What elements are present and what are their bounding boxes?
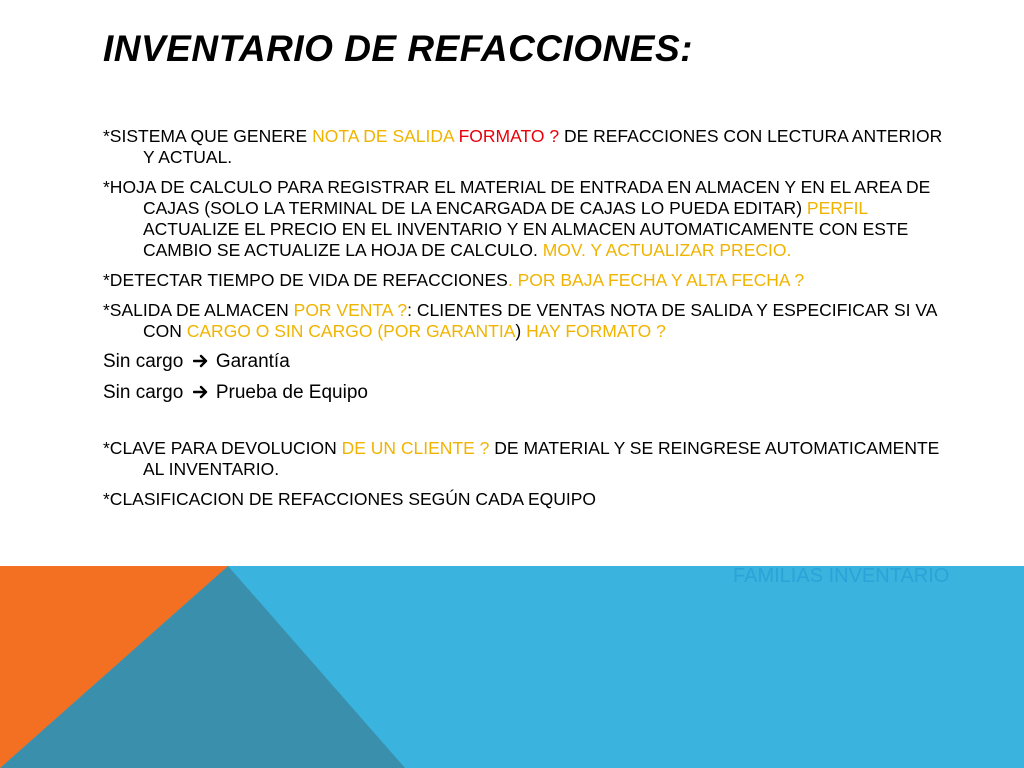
- plain-line-value: Prueba de Equipo: [210, 382, 368, 403]
- highlighted-text: MOV. Y ACTUALIZAR PRECIO.: [542, 240, 792, 260]
- highlighted-text: PERFIL: [806, 198, 868, 218]
- text-segment: DE MATERIAL Y SE REINGRESE AUTOMATICAMENTE AL INVENTARIO.: [143, 438, 940, 479]
- slide-title: INVENTARIO DE REFACCIONES:: [103, 28, 693, 69]
- text-segment: *HOJA DE CALCULO PARA REGISTRAR EL MATERIAL DE ENTRADA EN ALMACEN Y EN EL AREA DE CAJAS (SOLO LA TERMINAL DE LA ENCARGADA DE CAJAS LO PUEDA EDITAR): [103, 177, 931, 218]
- highlighted-text: NOTA DE SALIDA: [312, 126, 459, 146]
- bullet-3: [103, 300, 943, 342]
- highlighted-text: HAY FORMATO ?: [526, 321, 666, 341]
- bullet-after-1: [103, 489, 943, 510]
- text-segment: DE REFACCIONES CON LECTURA ANTERIOR Y ACTUAL.: [143, 126, 943, 167]
- text-segment: *DETECTAR TIEMPO DE VIDA DE REFACCIONES: [103, 270, 508, 290]
- bullet-after-0: [103, 438, 943, 480]
- plain-line-label: Sin cargo: [103, 382, 189, 403]
- text-segment: ): [515, 321, 527, 341]
- highlighted-text: DE UN CLIENTE ?: [341, 438, 495, 458]
- highlighted-text: POR VENTA ?: [293, 300, 408, 320]
- highlighted-text: . POR BAJA FECHA Y ALTA FECHA ?: [507, 270, 805, 290]
- bullet-2: [103, 270, 943, 291]
- text-segment: *CLAVE PARA DEVOLUCION: [103, 438, 342, 458]
- bullet-0: [103, 126, 943, 168]
- bullet-1: [103, 177, 943, 261]
- plain-line-prueba: [103, 382, 943, 404]
- text-segment: : CLIENTES DE VENTAS NOTA DE SALIDA Y ESPECIFICAR SI VA CON: [143, 300, 937, 341]
- footer-label: FAMILIAS INVENTARIO: [733, 565, 950, 587]
- arrow-right-icon: [193, 354, 209, 368]
- slide-body: [103, 126, 943, 519]
- text-segment: ACTUALIZE EL PRECIO EN EL INVENTARIO Y EN ALMACEN AUTOMATICAMENTE CON ESTE CAMBIO SE ACTUALIZE LA HOJA DE CALCULO.: [143, 219, 909, 260]
- plain-line-garantia: [103, 351, 943, 373]
- text-segment: *SISTEMA QUE GENERE: [103, 126, 313, 146]
- plain-line-label: Sin cargo: [103, 351, 189, 372]
- highlighted-text: FORMATO ?: [458, 126, 564, 146]
- highlighted-text: CARGO O SIN CARGO (POR GARANTIA: [186, 321, 516, 341]
- text-segment: *CLASIFICACION DE REFACCIONES SEGÚN CADA EQUIPO: [103, 489, 597, 509]
- arrow-right-icon: [193, 385, 209, 399]
- text-segment: *SALIDA DE ALMACEN: [103, 300, 294, 320]
- plain-line-value: Garantía: [210, 351, 290, 372]
